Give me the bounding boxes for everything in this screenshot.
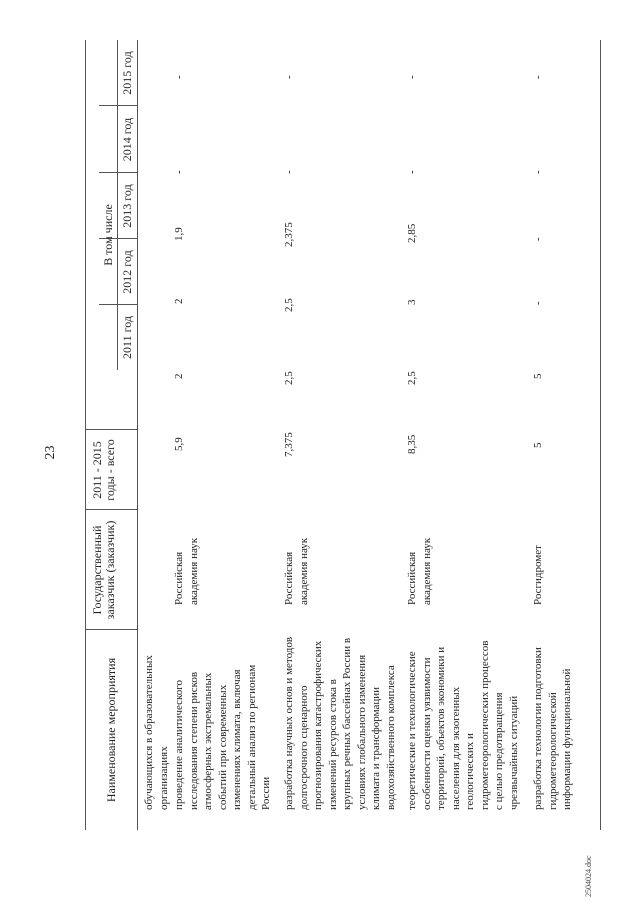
value-2011: 2,5 — [406, 371, 418, 385]
header-total: 2011 - 2015 годы - всего — [90, 439, 118, 501]
header-year-2014: 2014 год — [120, 117, 134, 162]
value-2012: 3 — [406, 299, 418, 305]
value-2013: 2,85 — [406, 223, 418, 243]
value-2011: 5 — [532, 373, 544, 379]
footer-code: 2504024.doc — [584, 855, 593, 897]
value-2012: 2,5 — [283, 298, 295, 312]
table-row-customer: Росгидромет — [532, 545, 544, 605]
table-row-measure: теоретические и технологические особенности оценки уязвимости территорий, объектов экономики и населения для экзогенных геологических и гидрометеорологических процессов с целью предотвращения чрезвычайных ситуаций — [406, 640, 520, 810]
table-row-customer: Российская академия наук — [283, 537, 310, 605]
header-including: В том числе — [101, 204, 115, 266]
table-row-measure: разработка научных основ и методов долгосрочного сценарного прогнозирования катастрофических изменений ресурсов стока в крупных речных бассейнах России в условиях глобального изменения климата и трансформации водохозяйственного комплекса — [283, 636, 397, 810]
header-year-2013: 2013 год — [120, 184, 134, 228]
table-row-total: 5 — [532, 442, 544, 448]
table-row-total: 5,9 — [173, 437, 185, 451]
table-bottom-border — [600, 40, 601, 830]
table-row-measure: разработка технологии подготовки гидрометеорологической информации функциональной — [532, 647, 573, 810]
table-row-measure: проведение аналитического исследования степени рисков атмосферных экстремальных событий при современных изменениях климата, включая детальный анализ по регионам России — [173, 664, 272, 810]
value-2015: - — [283, 75, 295, 79]
value-2015: - — [173, 75, 185, 79]
page-number: 23 — [43, 445, 58, 460]
header-separator — [137, 40, 138, 830]
value-2012: 2 — [173, 298, 185, 304]
value-2015: - — [406, 75, 418, 79]
value-2013: 1,9 — [173, 227, 185, 241]
header-measure: Наименование мероприятия — [104, 657, 118, 803]
table-row-customer: Российская академия наук — [173, 537, 200, 605]
value-2013: - — [532, 237, 544, 241]
table-row-total: 8,35 — [406, 434, 418, 454]
table-top-border — [85, 40, 86, 830]
value-2013: 2,375 — [283, 222, 295, 247]
table-row-total: 7,375 — [283, 432, 295, 457]
value-2012: - — [532, 301, 544, 305]
header-customer: Государственный заказчик (заказчик) — [90, 520, 118, 620]
value-2014: - — [173, 170, 185, 174]
table-row-customer: Российская академия наук — [406, 537, 433, 605]
value-2014: - — [406, 170, 418, 174]
value-2011: 2,5 — [283, 371, 295, 385]
value-2014: - — [532, 170, 544, 174]
value-2015: - — [532, 75, 544, 79]
years-subheader-line — [117, 40, 118, 370]
value-2011: 2 — [173, 373, 185, 379]
value-2014: - — [283, 170, 295, 174]
header-year-2015: 2015 год — [120, 51, 134, 95]
header-year-2011: 2011 год — [120, 316, 134, 359]
table-row-measure: обучающихся в образовательных организациях — [143, 655, 170, 810]
header-year-2012: 2012 год — [120, 250, 134, 294]
